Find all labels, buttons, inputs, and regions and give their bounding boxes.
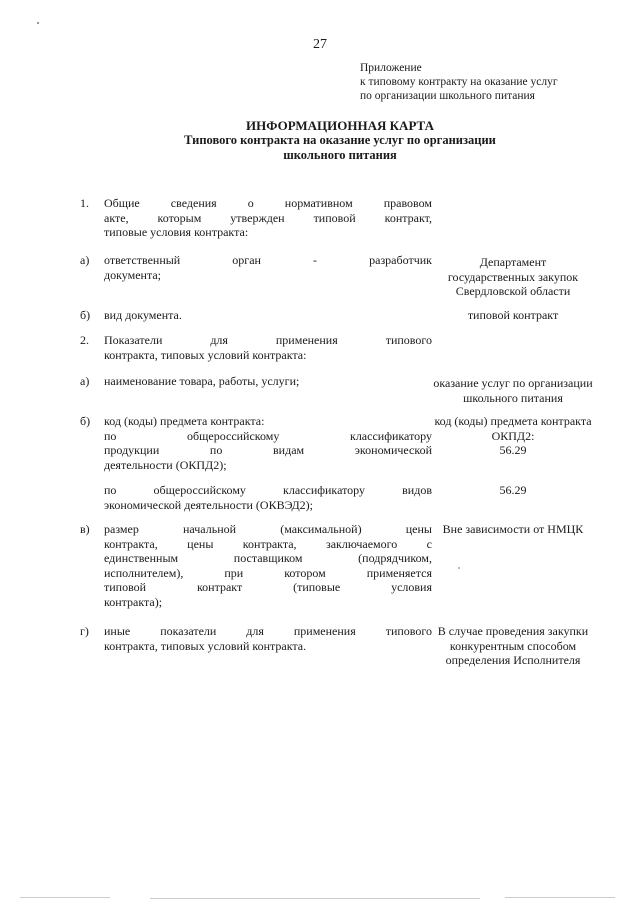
page-number: 27	[313, 37, 327, 52]
document-title-block	[160, 118, 520, 163]
scan-edge-line	[150, 898, 480, 899]
row-value: оказание услуг по организации школьного питания	[433, 376, 593, 405]
row-description: ответственный орган - разработчик документа;	[104, 253, 432, 282]
row-description: по общероссийскому классификатору видов экономической деятельности (ОКВЭД2);	[104, 483, 432, 512]
document-subtitle-line: школьного питания	[283, 148, 397, 162]
scan-edge-line	[20, 897, 110, 898]
row-number: 2.	[80, 333, 89, 347]
row-number: б)	[80, 414, 91, 428]
row-value: код (коды) предмета контракта ОКПД2: 56.29	[434, 414, 592, 457]
row-description: иные показатели для применения типового контракта, типовых условий контракта.	[104, 624, 432, 653]
scan-edge-line	[505, 897, 615, 898]
row-value: типовой контракт	[467, 308, 559, 322]
document-subtitle-line: Типового контракта на оказание услуг по организации	[184, 133, 496, 147]
row-description: Общие сведения о нормативном правовом акте, которым утвержден типовой контракт, типовые условия контракта:	[104, 196, 432, 239]
row-number: б)	[80, 308, 91, 322]
row-number: а)	[80, 253, 90, 267]
row-description: вид документа.	[104, 308, 182, 322]
row-description: наименование товара, работы, услуги;	[104, 374, 300, 388]
appendix-line: по организации школьного питания	[360, 90, 535, 102]
scan-speck	[37, 22, 39, 24]
scan-speck	[458, 567, 460, 569]
row-number: в)	[80, 522, 90, 536]
row-description: размер начальной (максимальной) цены контракта, цены контракта, заключаемого с единственным поставщиком (подрядчиком, исполнителем), при котором применяется типовой контракт (типовые условия контракта);	[104, 522, 432, 609]
row-description: код (коды) предмета контракта: по общероссийскому классификатору продукции по видам экономической деятельности (ОКПД2);	[104, 414, 432, 472]
row-value: Департамент государственных закупок Свердловской области	[447, 255, 579, 298]
row-value: 56.29	[499, 483, 527, 497]
appendix-line: к типовому контракту на оказание услуг	[360, 76, 558, 88]
document-title: ИНФОРМАЦИОННАЯ КАРТА	[246, 118, 434, 133]
row-description: Показатели для применения типового контракта, типовых условий контракта:	[104, 333, 432, 362]
row-number: 1.	[80, 196, 89, 210]
appendix-note	[360, 61, 620, 103]
row-number: г)	[80, 624, 89, 638]
row-value: В случае проведения закупки конкурентным способом определения Исполнителя	[437, 624, 589, 667]
appendix-line: Приложение	[360, 62, 422, 74]
row-number: а)	[80, 374, 90, 388]
row-value: Вне зависимости от НМЦК	[442, 522, 584, 536]
